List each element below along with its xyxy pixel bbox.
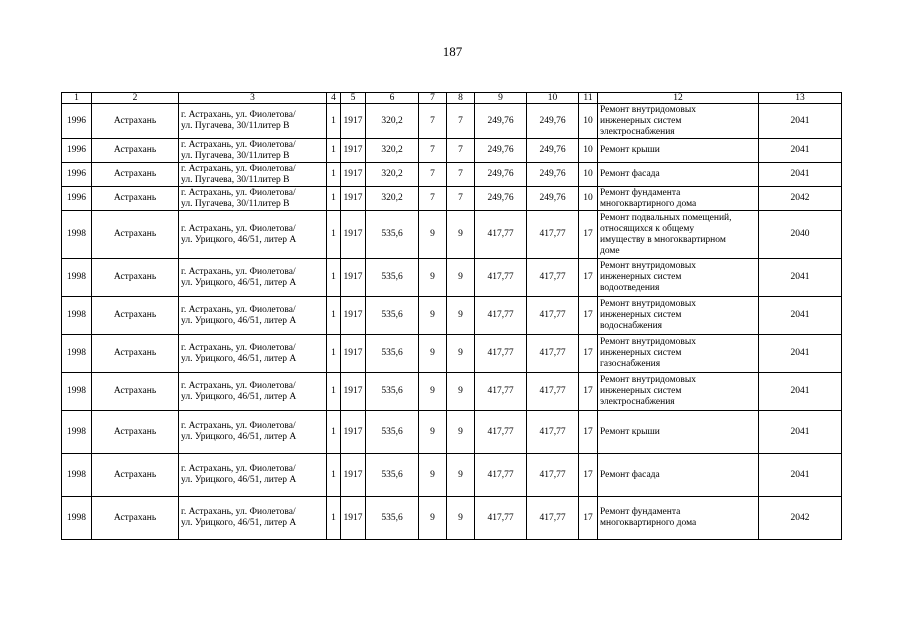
work-type-line: Ремонт фундамента [600, 187, 681, 198]
address-line-2: ул. Урицкого, 46/51, литер А [181, 475, 297, 485]
work-type-cell [598, 411, 759, 454]
value-cell-10: 417,77 [527, 335, 579, 373]
work-type-line: доме [600, 245, 620, 256]
work-type-cell [598, 104, 759, 139]
work-type-line: электроснабжения [600, 126, 675, 137]
address-cell [179, 104, 327, 139]
year-built-cell: 1917 [341, 411, 366, 454]
value-cell-11: 17 [579, 454, 598, 497]
value-cell-9: 417,77 [475, 454, 527, 497]
work-type-cell [598, 373, 759, 411]
column-number: 3 [179, 93, 327, 104]
year-cell: 1996 [62, 163, 92, 187]
column-number: 5 [341, 93, 366, 104]
work-type-cell [598, 335, 759, 373]
address-line-1: г. Астрахань, ул. Фиолетова/ [181, 380, 296, 391]
area-cell: 535,6 [366, 454, 419, 497]
area-cell: 535,6 [366, 335, 419, 373]
address-line-1: г. Астрахань, ул. Фиолетова/ [181, 421, 296, 431]
city-cell: Астрахань [92, 373, 179, 411]
address-line-1: г. Астрахань, ул. Фиолетова/ [181, 163, 296, 174]
city-cell: Астрахань [92, 497, 179, 540]
value-cell-8: 9 [447, 297, 475, 335]
year-cell: 1996 [62, 139, 92, 163]
address-line-2: ул. Урицкого, 46/51, литер А [181, 391, 297, 402]
column-number: 10 [527, 93, 579, 104]
address-line-1: г. Астрахань, ул. Фиолетова/ [181, 223, 296, 234]
value-cell-11: 17 [579, 411, 598, 454]
value-cell-9: 417,77 [475, 211, 527, 259]
column-number: 11 [579, 93, 598, 104]
address-line-2: ул. Пугачева, 30/11литер В [181, 198, 290, 209]
work-type-line: инженерных систем [600, 272, 682, 282]
table-row [62, 411, 842, 454]
city-cell: Астрахань [92, 187, 179, 211]
address-line-2: ул. Урицкого, 46/51, литер А [181, 353, 297, 364]
address-line-1: г. Астрахань, ул. Фиолетова/ [181, 507, 296, 517]
value-cell-8: 7 [447, 104, 475, 139]
value-cell-9: 417,77 [475, 297, 527, 335]
column-number: 2 [92, 93, 179, 104]
area-cell: 320,2 [366, 104, 419, 139]
year-cell: 1998 [62, 297, 92, 335]
table-row [62, 373, 842, 411]
value-cell-8: 9 [447, 454, 475, 497]
column-number: 4 [327, 93, 341, 104]
table-body [62, 93, 842, 540]
value-cell-4: 1 [327, 297, 341, 335]
city-cell: Астрахань [92, 139, 179, 163]
work-type-line: Ремонт внутридомовых [600, 104, 696, 115]
year-cell: 1998 [62, 335, 92, 373]
plan-year-cell: 2041 [759, 259, 842, 297]
address-cell [179, 411, 327, 454]
area-cell: 535,6 [366, 373, 419, 411]
value-cell-4: 1 [327, 497, 341, 540]
value-cell-11: 17 [579, 497, 598, 540]
work-type-line: Ремонт внутридомовых [600, 261, 696, 271]
year-cell: 1996 [62, 187, 92, 211]
column-number-header-row [62, 93, 842, 104]
work-type-line: Ремонт фасада [600, 169, 660, 179]
value-cell-10: 417,77 [527, 259, 579, 297]
year-cell: 1998 [62, 259, 92, 297]
value-cell-10: 249,76 [527, 187, 579, 211]
value-cell-10: 417,77 [527, 411, 579, 454]
area-cell: 535,6 [366, 297, 419, 335]
value-cell-11: 17 [579, 297, 598, 335]
work-type-line: Ремонт внутридомовых [600, 337, 696, 347]
value-cell-8: 9 [447, 497, 475, 540]
value-cell-7: 7 [419, 139, 447, 163]
year-built-cell: 1917 [341, 335, 366, 373]
registry-table [61, 92, 842, 540]
address-line-1: г. Астрахань, ул. Фиолетова/ [181, 266, 296, 277]
year-cell: 1998 [62, 411, 92, 454]
year-cell: 1996 [62, 104, 92, 139]
value-cell-10: 417,77 [527, 497, 579, 540]
address-cell [179, 211, 327, 259]
plan-year-cell: 2041 [759, 104, 842, 139]
year-built-cell: 1917 [341, 211, 366, 259]
value-cell-8: 7 [447, 163, 475, 187]
value-cell-10: 417,77 [527, 297, 579, 335]
value-cell-11: 10 [579, 163, 598, 187]
work-type-cell [598, 163, 759, 187]
value-cell-7: 9 [419, 454, 447, 497]
value-cell-9: 417,77 [475, 335, 527, 373]
table-row [62, 211, 842, 259]
value-cell-11: 17 [579, 259, 598, 297]
value-cell-7: 9 [419, 211, 447, 259]
year-cell: 1998 [62, 373, 92, 411]
address-cell [179, 187, 327, 211]
address-cell [179, 373, 327, 411]
table-row [62, 454, 842, 497]
value-cell-4: 1 [327, 139, 341, 163]
year-built-cell: 1917 [341, 373, 366, 411]
plan-year-cell: 2041 [759, 297, 842, 335]
value-cell-9: 417,77 [475, 411, 527, 454]
plan-year-cell: 2041 [759, 163, 842, 187]
value-cell-11: 10 [579, 139, 598, 163]
work-type-line: Ремонт внутридомовых [600, 299, 696, 309]
plan-year-cell: 2041 [759, 335, 842, 373]
year-built-cell: 1917 [341, 454, 366, 497]
work-type-cell [598, 187, 759, 211]
year-built-cell: 1917 [341, 163, 366, 187]
value-cell-11: 17 [579, 335, 598, 373]
work-type-line: водоснабжения [600, 321, 663, 331]
year-built-cell: 1917 [341, 297, 366, 335]
address-cell [179, 454, 327, 497]
city-cell: Астрахань [92, 259, 179, 297]
column-number: 9 [475, 93, 527, 104]
value-cell-9: 249,76 [475, 139, 527, 163]
value-cell-10: 249,76 [527, 104, 579, 139]
year-built-cell: 1917 [341, 187, 366, 211]
value-cell-11: 10 [579, 187, 598, 211]
value-cell-10: 249,76 [527, 139, 579, 163]
value-cell-7: 9 [419, 497, 447, 540]
value-cell-10: 249,76 [527, 163, 579, 187]
address-line-2: ул. Урицкого, 46/51, литер А [181, 315, 297, 326]
address-line-2: ул. Урицкого, 46/51, литер А [181, 432, 297, 442]
work-type-line: инженерных систем [600, 386, 682, 396]
city-cell: Астрахань [92, 454, 179, 497]
value-cell-8: 9 [447, 373, 475, 411]
table-row [62, 163, 842, 187]
area-cell: 320,2 [366, 163, 419, 187]
plan-year-cell: 2040 [759, 211, 842, 259]
work-type-line: имуществу в многоквартирном [600, 234, 726, 245]
value-cell-10: 417,77 [527, 454, 579, 497]
value-cell-8: 9 [447, 411, 475, 454]
work-type-line: Ремонт фундамента [600, 507, 681, 517]
address-line-2: ул. Пугачева, 30/11литер В [181, 174, 290, 185]
table-row [62, 104, 842, 139]
value-cell-10: 417,77 [527, 373, 579, 411]
area-cell: 320,2 [366, 187, 419, 211]
value-cell-8: 9 [447, 211, 475, 259]
plan-year-cell: 2042 [759, 497, 842, 540]
value-cell-8: 7 [447, 139, 475, 163]
address-line-2: ул. Урицкого, 46/51, литер А [181, 277, 297, 288]
table-row [62, 335, 842, 373]
column-number: 7 [419, 93, 447, 104]
column-number: 6 [366, 93, 419, 104]
year-cell: 1998 [62, 454, 92, 497]
work-type-line: многоквартирного дома [600, 518, 697, 528]
work-type-line: газоснабжения [600, 359, 661, 369]
value-cell-10: 417,77 [527, 211, 579, 259]
work-type-line: инженерных систем [600, 310, 682, 320]
year-built-cell: 1917 [341, 497, 366, 540]
value-cell-4: 1 [327, 373, 341, 411]
column-number: 1 [62, 93, 92, 104]
work-type-line: Ремонт внутридомовых [600, 375, 696, 385]
work-type-cell [598, 139, 759, 163]
value-cell-4: 1 [327, 211, 341, 259]
work-type-cell [598, 454, 759, 497]
value-cell-8: 9 [447, 335, 475, 373]
work-type-cell [598, 259, 759, 297]
page-number: 187 [442, 44, 463, 59]
work-type-line: многоквартирного дома [600, 198, 697, 209]
value-cell-9: 417,77 [475, 373, 527, 411]
value-cell-7: 7 [419, 163, 447, 187]
table-row [62, 497, 842, 540]
column-number: 13 [759, 93, 842, 104]
value-cell-7: 7 [419, 104, 447, 139]
work-type-cell [598, 211, 759, 259]
work-type-line: относящихся к общему [600, 223, 695, 234]
address-cell [179, 139, 327, 163]
year-cell: 1998 [62, 497, 92, 540]
value-cell-11: 10 [579, 104, 598, 139]
plan-year-cell: 2041 [759, 454, 842, 497]
area-cell: 535,6 [366, 411, 419, 454]
address-line-2: ул. Пугачева, 30/11литер В [181, 150, 290, 161]
address-line-1: г. Астрахань, ул. Фиолетова/ [181, 464, 296, 474]
column-number: 12 [598, 93, 759, 104]
city-cell: Астрахань [92, 211, 179, 259]
city-cell: Астрахань [92, 104, 179, 139]
work-type-line: электроснабжения [600, 397, 675, 407]
value-cell-8: 9 [447, 259, 475, 297]
year-built-cell: 1917 [341, 259, 366, 297]
address-cell [179, 335, 327, 373]
work-type-cell [598, 497, 759, 540]
value-cell-9: 249,76 [475, 104, 527, 139]
city-cell: Астрахань [92, 163, 179, 187]
work-type-line: Ремонт крыши [600, 426, 660, 437]
value-cell-11: 17 [579, 211, 598, 259]
address-line-2: ул. Пугачева, 30/11литер В [181, 121, 290, 131]
value-cell-8: 7 [447, 187, 475, 211]
address-cell [179, 497, 327, 540]
value-cell-4: 1 [327, 335, 341, 373]
value-cell-7: 9 [419, 373, 447, 411]
address-line-1: г. Астрахань, ул. Фиолетова/ [181, 187, 296, 198]
column-number: 8 [447, 93, 475, 104]
value-cell-7: 9 [419, 335, 447, 373]
table-row [62, 187, 842, 211]
value-cell-7: 9 [419, 259, 447, 297]
address-line-1: г. Астрахань, ул. Фиолетова/ [181, 342, 296, 353]
value-cell-4: 1 [327, 163, 341, 187]
value-cell-4: 1 [327, 187, 341, 211]
area-cell: 535,6 [366, 497, 419, 540]
value-cell-4: 1 [327, 104, 341, 139]
plan-year-cell: 2042 [759, 187, 842, 211]
value-cell-11: 17 [579, 373, 598, 411]
value-cell-7: 9 [419, 411, 447, 454]
work-type-line: инженерных систем [600, 348, 682, 358]
address-cell [179, 297, 327, 335]
work-type-line: инженерных систем [600, 115, 682, 126]
work-type-line: Ремонт крыши [600, 145, 660, 155]
area-cell: 320,2 [366, 139, 419, 163]
address-cell [179, 259, 327, 297]
address-line-2: ул. Урицкого, 46/51, литер А [181, 518, 297, 528]
address-line-1: г. Астрахань, ул. Фиолетова/ [181, 110, 296, 120]
value-cell-9: 249,76 [475, 187, 527, 211]
value-cell-9: 249,76 [475, 163, 527, 187]
address-cell [179, 163, 327, 187]
work-type-line: Ремонт подвальных помещений, [600, 212, 732, 223]
area-cell: 535,6 [366, 259, 419, 297]
work-type-cell [598, 297, 759, 335]
plan-year-cell: 2041 [759, 373, 842, 411]
year-cell: 1998 [62, 211, 92, 259]
table-row [62, 297, 842, 335]
value-cell-7: 9 [419, 297, 447, 335]
address-line-2: ул. Урицкого, 46/51, литер А [181, 234, 297, 245]
value-cell-7: 7 [419, 187, 447, 211]
plan-year-cell: 2041 [759, 139, 842, 163]
city-cell: Астрахань [92, 411, 179, 454]
work-type-line: водоотведения [600, 283, 660, 293]
work-type-line: Ремонт фасада [600, 469, 660, 480]
value-cell-9: 417,77 [475, 259, 527, 297]
value-cell-4: 1 [327, 259, 341, 297]
city-cell: Астрахань [92, 297, 179, 335]
value-cell-9: 417,77 [475, 497, 527, 540]
year-built-cell: 1917 [341, 104, 366, 139]
value-cell-4: 1 [327, 454, 341, 497]
plan-year-cell: 2041 [759, 411, 842, 454]
area-cell: 535,6 [366, 211, 419, 259]
year-built-cell: 1917 [341, 139, 366, 163]
value-cell-4: 1 [327, 411, 341, 454]
table-row [62, 259, 842, 297]
address-line-1: г. Астрахань, ул. Фиолетова/ [181, 304, 296, 315]
address-line-1: г. Астрахань, ул. Фиолетова/ [181, 139, 296, 150]
table-row [62, 139, 842, 163]
city-cell: Астрахань [92, 335, 179, 373]
